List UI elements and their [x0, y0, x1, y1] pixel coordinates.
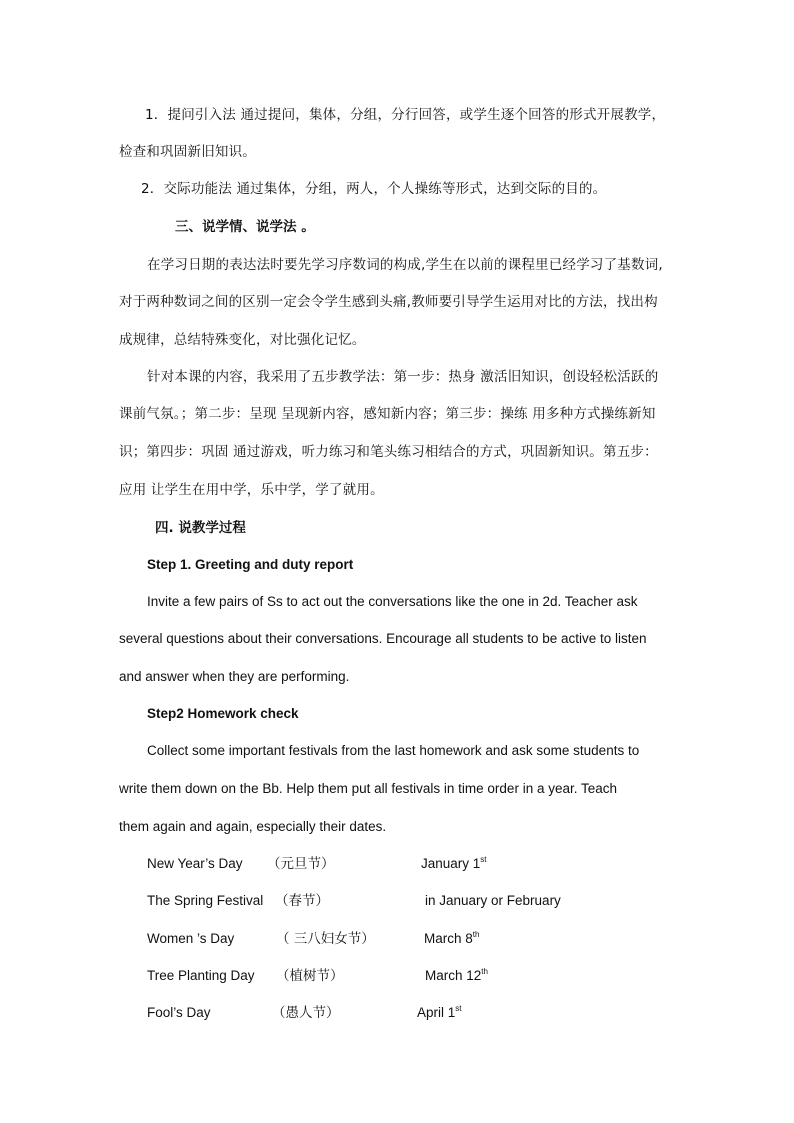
festival-chinese-name: （春节） [275, 893, 329, 909]
festival-chinese-name: （元旦节） [267, 856, 335, 872]
section-heading-3: 三、说学情、说学法 。 [175, 219, 315, 235]
festival-date: January 1st [421, 855, 487, 871]
paragraph-line: 课前气氛。；第二步：呈现 呈现新内容，感知新内容；第三步：操练 用多种方式操练新知 [119, 406, 656, 422]
festival-date: in January or February [425, 893, 561, 908]
paragraph-line: Invite a few pairs of Ss to act out the conversations like the one in 2d. Teacher ask [147, 594, 638, 609]
section-heading-4: 四. 说教学过程 [155, 520, 246, 536]
method-item-1-line-1: 1．提问引入法 通过提问，集体，分组，分行回答，或学生逐个回答的形式开展教学， [145, 107, 666, 123]
paragraph-line: them again and again, especially their dates. [119, 819, 387, 834]
paragraph-line: 在学习日期的表达法时要先学习序数词的构成,学生在以前的课程里已经学习了基数词, [147, 257, 663, 273]
method-item-1-line-2: 检查和巩固新旧知识。 [119, 144, 256, 160]
festival-date: April 1st [417, 1004, 462, 1020]
step-1-title: Step 1. Greeting and duty report [147, 557, 354, 572]
festival-chinese-name: （愚人节） [272, 1005, 340, 1021]
festival-name: New Year’s Day [147, 856, 243, 871]
paragraph-line: write them down on the Bb. Help them put all festivals in time order in a year. Teach [119, 781, 618, 796]
paragraph-line: several questions about their conversations. Encourage all students to be active to listen [119, 631, 647, 646]
festival-chinese-name: （ 三八妇女节） [276, 931, 375, 947]
paragraph-line: Collect some important festivals from the last homework and ask some students to [147, 743, 640, 758]
festival-chinese-name: （植树节） [276, 968, 344, 984]
paragraph-line: 对于两种数词之间的区别一定会令学生感到头痛,教师要引导学生运用对比的方法，找出构 [119, 294, 658, 310]
step-2-title: Step2 Homework check [147, 706, 299, 721]
paragraph-line: 成规律，总结特殊变化，对比强化记忆。 [119, 332, 366, 348]
paragraph-line: 应用 让学生在用中学，乐中学，学了就用。 [119, 482, 384, 498]
festival-date: March 12th [425, 967, 488, 983]
festival-name: Tree Planting Day [147, 968, 255, 983]
paragraph-line: 针对本课的内容，我采用了五步教学法：第一步：热身 激活旧知识，创设轻松活跃的 [147, 369, 659, 385]
festival-name: The Spring Festival [147, 893, 264, 908]
paragraph-line: and answer when they are performing. [119, 669, 350, 684]
festival-name: Women ’s Day [147, 931, 235, 946]
festival-date: March 8th [424, 930, 480, 946]
paragraph-line: 识；第四步：巩固 通过游戏，听力练习和笔头练习相结合的方式，巩固新知识。第五步： [119, 444, 658, 460]
festival-name: Fool’s Day [147, 1005, 211, 1020]
method-item-2: 2．交际功能法 通过集体，分组，两人，个人操练等形式，达到交际的目的。 [141, 181, 607, 197]
